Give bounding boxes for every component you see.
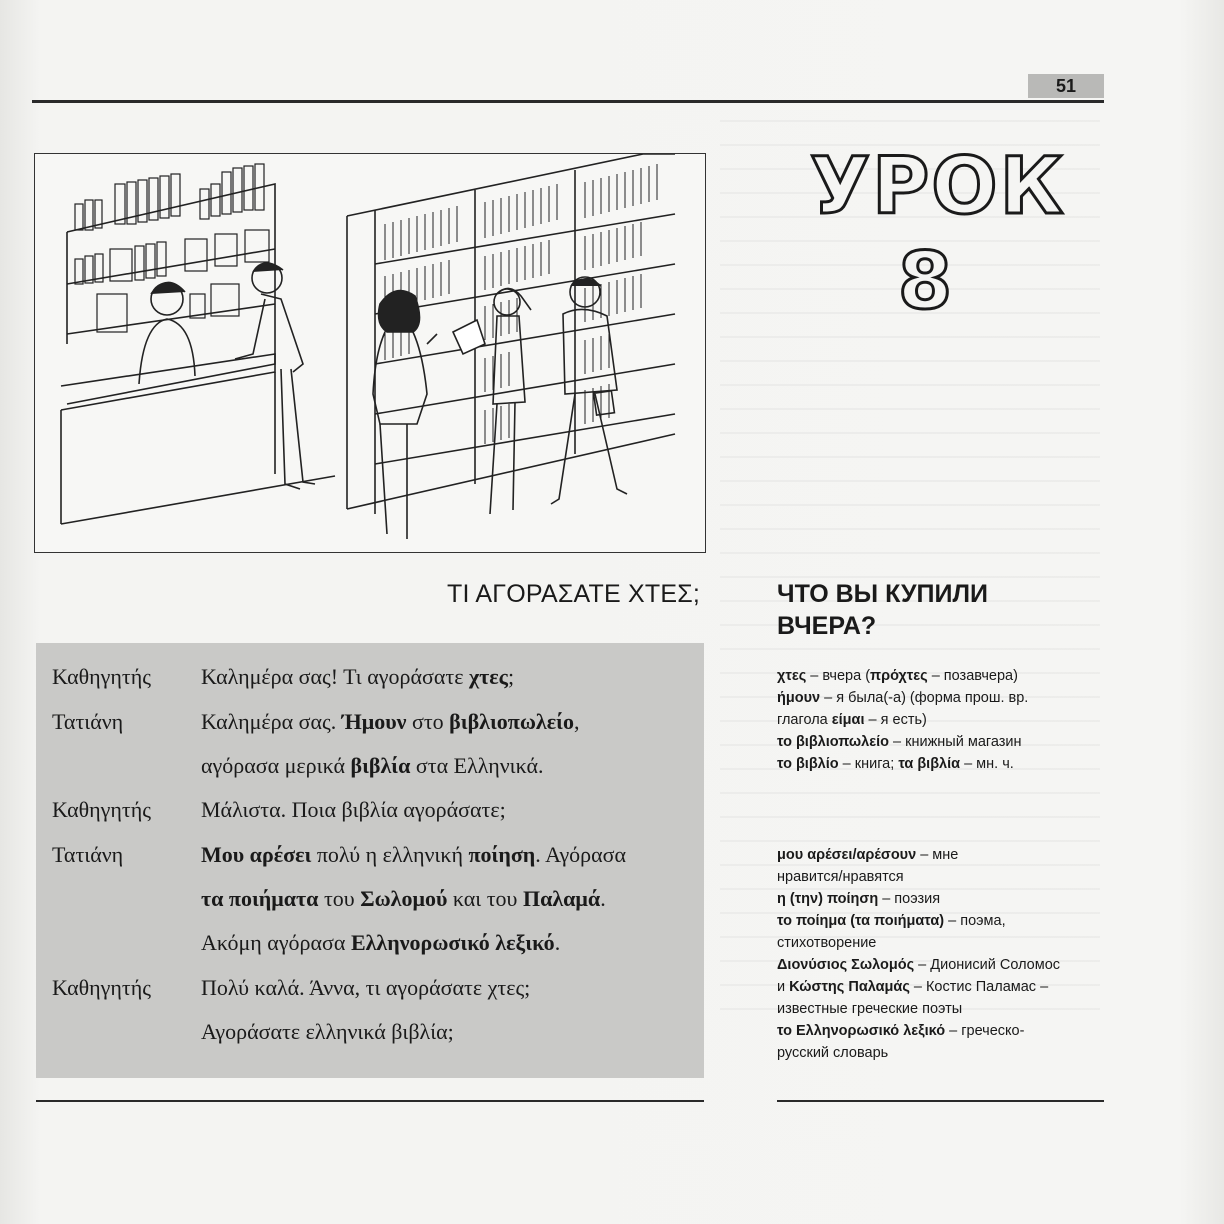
dialogue-line [201,753,544,779]
text-span: ; [507,664,515,689]
vocab-gloss: – книжный магазин [889,734,1022,750]
dialogue-line: Πολύ καλά. Άννα, τι αγοράσατε χτες; [201,975,531,1000]
keyword: τα ποιήματα [201,886,319,911]
vocab-term: ήμουν [777,690,821,706]
text-span: , [573,709,580,734]
keyword: Ήμουν [341,709,407,734]
vocab-gloss: – Дионисий Соломос [914,957,1061,973]
vocab-term: Διονύσιος Σωλομός [777,957,915,973]
keyword: Παλαμά [522,886,601,911]
text-span: και του [447,886,523,911]
dialogue-line [201,886,606,912]
vocab-entry [777,709,1107,731]
vocab-gloss: – поэзия [878,891,941,907]
vocab-gloss: стихотворение [777,935,877,951]
page-number: 51 [1028,74,1104,98]
vocab-entry [777,844,1107,866]
vocab-gloss: русский словарь [777,1045,889,1061]
vocab-term: η (την) ποίηση [777,891,879,907]
text-span: στα Ελληνικά. [410,753,544,778]
vocab-gloss: – мн. ч. [960,756,1014,772]
text-span: αγόρασα μερικά [201,753,351,778]
bottom-rule-right [777,1100,1104,1102]
dialogue-line [201,842,626,868]
vocab-entry [777,910,1107,932]
text-span: πολύ η ελληνική [311,842,469,867]
dialogue-speaker: Τατιάνη [52,842,124,867]
vocab-gloss: – поэма, [944,913,1006,929]
text-span: Καλημέρα σας! Τι αγοράσατε [201,664,469,689]
russian-title [777,578,1097,642]
russian-title-line-1: ЧТО ВЫ КУПИЛИ [777,580,988,608]
vocab-gloss: – позавчера) [927,668,1018,684]
text-span: Ακόμη αγόρασα [201,930,351,955]
top-rule [32,100,1104,103]
vocab-entry [777,998,1107,1020]
vocab-gloss: – греческо- [945,1023,1025,1039]
vocab-term: χτες [777,668,807,684]
dialogue-line: Μάλιστα. Ποια βιβλία αγοράσατε; [201,797,506,822]
keyword: ποίηση [468,842,536,867]
greek-title: ΤΙ ΑΓΟΡΑΣΑΤΕ ΧΤΕΣ; [447,580,700,608]
vocab-gloss: – Костис Паламас – [909,979,1049,995]
vocab-gloss: глагола [777,712,832,728]
vocab-gloss: – я была(-а) (форма прош. вр. [820,690,1029,706]
keyword: χτες [468,664,508,689]
vocab-gloss: и [777,979,790,995]
keyword: βιβλία [350,753,411,778]
keyword: Σωλομού [360,886,448,911]
russian-title-line-2: ВЧЕРА? [777,612,877,640]
vocab-entry [777,1020,1107,1042]
dialogue-line: Αγοράσατε ελληνικά βιβλία; [201,1019,454,1044]
text-span: στο [406,709,450,734]
vocab-gloss: – мне [916,847,959,863]
bookstore-drawing [35,154,705,552]
keyword: βιβλιοπωλείο [449,709,574,734]
vocab-term: Κώστης Παλαμάς [789,979,910,995]
vocab-entry [777,731,1107,753]
vocab-term: το βιβλιοπωλείο [777,734,890,750]
vocab-entry [777,954,1107,976]
text-span: του [318,886,361,911]
dialogue-speaker: Καθηγητής [52,797,151,822]
vocab-term: το Ελληνορωσικό λεξικό [777,1023,946,1039]
dialogue-line [201,930,560,956]
vocab-term: πρόχτες [870,668,928,684]
vocab-entry [777,888,1107,910]
vocab-gloss: известные греческие поэты [777,1001,963,1017]
text-span: Καλημέρα σας. [201,709,342,734]
vocab-term: είμαι [831,712,865,728]
text-span: . Αγόρασα [535,842,627,867]
vocab-term: μου αρέσει/αρέσουν [777,847,917,863]
vocab-gloss: – я есть) [864,712,927,728]
vocab-gloss: – книга; [838,756,899,772]
bookstore-illustration [34,153,706,553]
vocab-entry [777,932,1107,954]
vocab-term: το ποίημα (τα ποιήματα) [777,913,945,929]
dialogue-speaker: Καθηγητής [52,975,151,1000]
vocab-term: το βιβλίο [777,756,839,772]
vocab-entry [777,976,1107,998]
lesson-word: УРОК [810,142,1066,232]
dialogue-line [201,709,579,735]
vocab-gloss: – вчера ( [806,668,871,684]
keyword: Μου αρέσει [201,842,312,867]
lesson-number: 8 [897,237,953,327]
text-span: . [600,886,606,911]
vocab-entry [777,687,1107,709]
text-span: . [554,930,561,955]
bottom-rule-left [36,1100,704,1102]
vocab-entry [777,866,1107,888]
dialogue-speaker: Καθηγητής [52,664,151,689]
vocab-entry [777,665,1107,687]
vocab-gloss: нравится/нравятся [777,869,904,885]
vocab-entry [777,1042,1107,1064]
dialogue-line [201,664,514,690]
dialogue-speaker: Τατιάνη [52,709,124,734]
vocab-term: τα βιβλία [898,756,961,772]
vocab-entry [777,753,1107,775]
keyword: Ελληνορωσικό λεξικό [350,930,555,955]
